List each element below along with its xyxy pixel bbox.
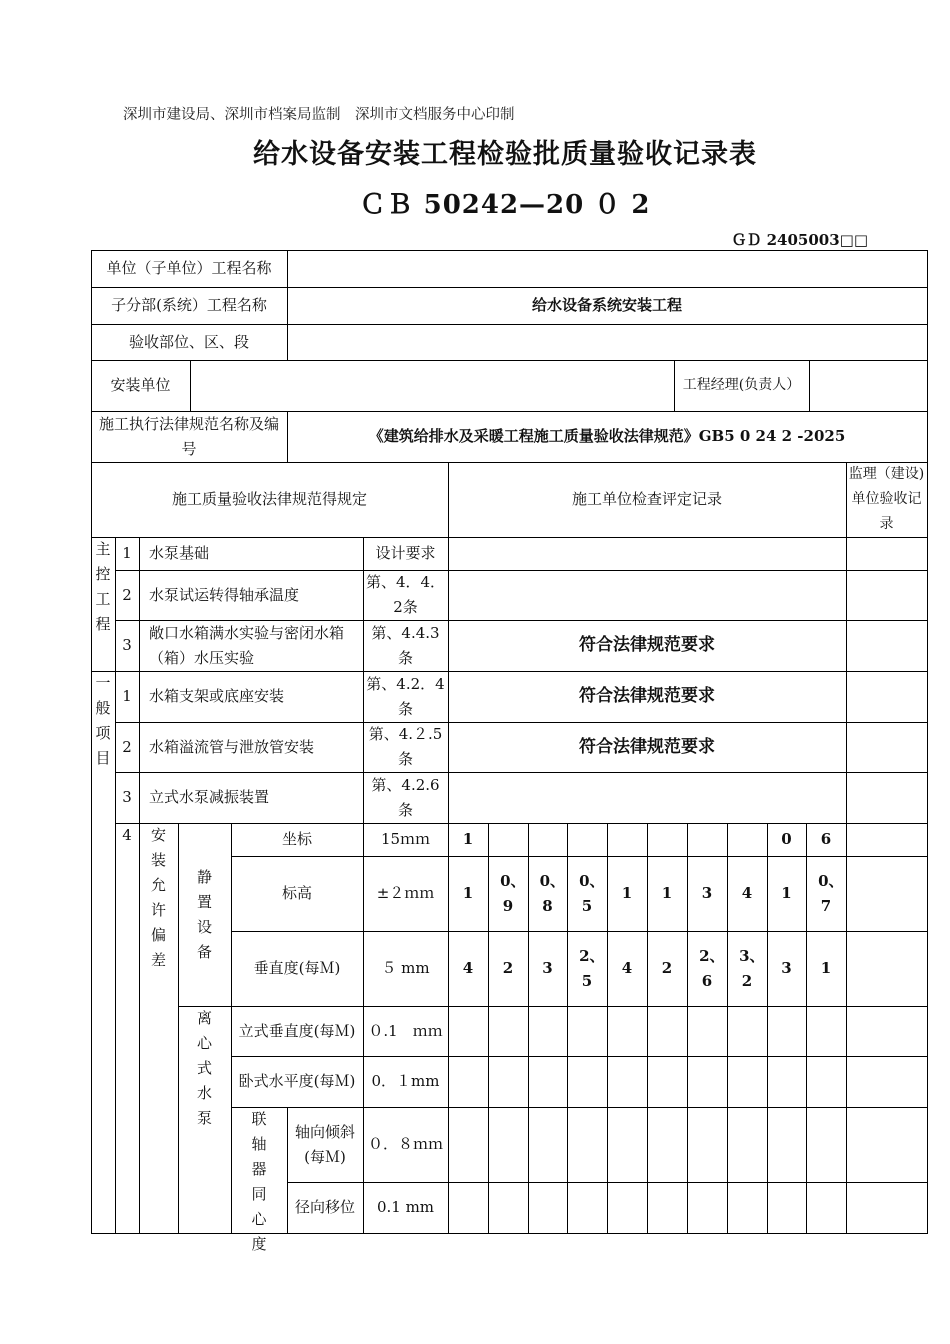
measured-value: [528, 1107, 567, 1182]
measured-value-text: 2、5: [579, 946, 605, 990]
measured-value-text: 1: [661, 884, 673, 902]
grid-line: [927, 250, 928, 1234]
deviation-tolerance: [363, 856, 448, 931]
deviation-tolerance: [363, 823, 448, 856]
main-item-no: [115, 537, 139, 570]
grid-line: [91, 1233, 928, 1234]
standard-name-label-text: 施工执行法律规范名称及编号: [98, 414, 279, 458]
deviation-tolerance: [363, 1182, 448, 1233]
measured-value: [687, 1107, 727, 1182]
main-item-clause: [363, 537, 448, 570]
main-item-clause: [363, 570, 448, 620]
measured-value: [767, 1182, 806, 1233]
main-item-no: [115, 620, 139, 671]
general-item-result-text: 符合法律规范要求: [579, 686, 715, 706]
unit-project-label: [91, 250, 287, 287]
measured-value: [806, 856, 846, 931]
measured-value-text: 0、8: [539, 871, 566, 915]
standard-name-value: [287, 411, 927, 462]
main-item-name-text: 水泵基础: [149, 544, 210, 562]
measured-value: [767, 1056, 806, 1107]
general-item-name-text: 立式水泵减振装置: [149, 788, 270, 806]
deviation-item-name: [287, 1107, 363, 1182]
general-item-clause: [363, 722, 448, 772]
page-title: 给水设备安装工程检验批质量验收记录表: [253, 139, 757, 170]
deviation-item-name-text: 垂直度(每Ｍ): [253, 959, 341, 977]
measured-value-text: 4: [621, 959, 633, 977]
main-item-result-text: 符合法律规范要求: [579, 635, 715, 655]
deviation-item-name-text: 立式垂直度(每Ｍ): [238, 1021, 356, 1040]
general-item-result: [448, 772, 846, 823]
general-item-no-text: 1: [122, 687, 132, 705]
measured-value: [567, 1056, 607, 1107]
general-item-result: [448, 722, 846, 772]
deviation-no: [115, 823, 139, 870]
measured-value: [488, 823, 528, 856]
measured-value: [488, 931, 528, 1006]
deviation-tolerance-text: ５ mm: [381, 959, 430, 977]
measured-value: [727, 1107, 767, 1182]
measured-value: [687, 856, 727, 931]
main-item-name: [139, 620, 363, 671]
sub-project-label-text: 子分部(系统）工程名称: [111, 296, 267, 314]
measured-value: [806, 823, 846, 856]
grid-line: [809, 360, 810, 412]
measured-value: [687, 1056, 727, 1107]
measured-value: [647, 1182, 687, 1233]
spec-header-text: 施工质量验收法律规范得规定: [171, 490, 367, 508]
measured-value: [448, 1056, 488, 1107]
grid-line: [846, 823, 847, 1234]
measured-value: [687, 1182, 727, 1233]
measured-value: [488, 1107, 528, 1182]
measured-value-text: 4: [462, 959, 474, 977]
measured-value-text: 3: [781, 959, 792, 977]
general-item-clause: [363, 772, 448, 823]
standard-code: ＣＢ 50242—20 ０ 2: [359, 190, 651, 220]
main-item-clause: [363, 620, 448, 671]
measured-value: [647, 1107, 687, 1182]
deviation-tolerance: [363, 931, 448, 1006]
measured-value-text: 6: [820, 830, 832, 848]
measured-value: [727, 1006, 767, 1056]
measured-value: [488, 1182, 528, 1233]
measured-value: [767, 856, 806, 931]
main-item-name-text: 敞口水箱满水实验与密闭水箱（箱）水压实验: [149, 623, 345, 667]
deviation-tolerance: [363, 1056, 448, 1107]
general-item-no: [115, 671, 139, 722]
deviation-tolerance: [363, 1006, 448, 1056]
measured-value-text: 1: [621, 884, 633, 902]
measured-value: [488, 1056, 528, 1107]
deviation-tolerance-text: 0．１mm: [371, 1072, 440, 1090]
sub-project-label: [91, 287, 287, 324]
measured-value: [448, 856, 488, 931]
general-item-clause-text: 第、4.2．4条: [366, 674, 445, 718]
main-item-no: [115, 570, 139, 620]
deviation-no-text: 4: [122, 826, 132, 844]
measured-value-text: 0、7: [818, 871, 844, 915]
general-item-name: [139, 671, 363, 722]
pump-label-text: 离心式水泵: [196, 1009, 212, 1127]
deviation-item-name: [287, 1182, 363, 1233]
deviation-item-name-text: 坐标: [281, 830, 312, 848]
deviation-label: [139, 823, 178, 1233]
measured-value-text: 0、5: [579, 871, 605, 915]
general-item-clause-text: 第、4.2.6条: [371, 775, 440, 819]
general-item-name: [139, 772, 363, 823]
measured-value-text: 2: [502, 959, 514, 977]
measured-value-text: 1: [820, 959, 832, 977]
measured-value-text: 3: [542, 959, 553, 977]
measured-value: [767, 1006, 806, 1056]
deviation-tolerance-text: 0.1 mm: [376, 1198, 435, 1216]
manager-label: [674, 360, 809, 411]
deviation-tolerance-text: ０.1 ｍｍ: [368, 1021, 443, 1040]
measured-value: [448, 931, 488, 1006]
deviation-item-name: [231, 1006, 363, 1056]
unit-project-value: [287, 250, 927, 287]
section-label: [91, 324, 287, 360]
deviation-item-name: [231, 1056, 363, 1107]
main-item-clause-text: 设计要求: [375, 544, 436, 562]
measured-value-text: 0: [781, 830, 792, 848]
form-code: ＧＤ 2405003□□: [731, 231, 868, 249]
sub-project-value: [287, 287, 927, 324]
measured-value: [806, 1107, 846, 1182]
measured-value: [607, 1056, 647, 1107]
measured-value: [607, 823, 647, 856]
measured-value-text: 1: [462, 830, 474, 848]
measured-value: [448, 1107, 488, 1182]
measured-value-text: 2、6: [699, 946, 725, 990]
measured-value: [727, 1182, 767, 1233]
measured-value-text: 3: [701, 884, 713, 902]
measured-value: [647, 823, 687, 856]
measured-value: [607, 1006, 647, 1056]
measured-value: [806, 1182, 846, 1233]
unit-project-label-text: 单位（子单位）工程名称: [106, 259, 272, 277]
measured-value-text: 2: [661, 959, 673, 977]
main-item-no-text: 3: [122, 636, 132, 654]
measured-value-text: 1: [462, 884, 474, 902]
measured-value: [528, 1006, 567, 1056]
measured-value: [727, 856, 767, 931]
main-item-no-text: 1: [122, 544, 132, 562]
general-item-name-text: 水箱支架或底座安装: [149, 687, 285, 705]
measured-value-text: 4: [741, 884, 753, 902]
general-item-no: [115, 772, 139, 823]
measured-value: [607, 931, 647, 1006]
spec-header: [91, 462, 448, 537]
deviation-item-name-text: 卧式水平度(每Ｍ): [238, 1072, 356, 1090]
deviation-tolerance: [363, 1107, 448, 1182]
manager-label-text: 工程经理(负责人）: [682, 377, 801, 393]
measured-value: [528, 823, 567, 856]
deviation-item-name: [231, 931, 363, 1006]
general-item-result: [448, 671, 846, 722]
measured-value: [488, 1006, 528, 1056]
measured-value: [448, 1006, 488, 1056]
pump-label: [178, 1006, 231, 1127]
measured-value: [727, 1056, 767, 1107]
sub-project-value-text: 给水设备系统安装工程: [531, 296, 682, 314]
measured-value: [647, 1006, 687, 1056]
measured-value: [687, 931, 727, 1006]
main-item-name: [139, 537, 363, 570]
main-item-result: [448, 570, 846, 620]
main-item-name-text: 水泵试运转得轴承温度: [149, 585, 300, 604]
install-unit-label-text: 安装单位: [110, 376, 171, 394]
main-items-label-text: 主控工程: [95, 540, 111, 633]
measured-value: [647, 931, 687, 1006]
record-header-text: 施工单位检查评定记录: [571, 490, 722, 508]
grid-line: [190, 360, 191, 412]
record-header: [448, 462, 846, 537]
main-item-clause-text: 第、4.4.3条: [371, 623, 440, 667]
measured-value: [767, 823, 806, 856]
inspection-table: [90, 250, 928, 1253]
measured-value: [687, 823, 727, 856]
general-items-label-text: 一般项目: [95, 674, 111, 767]
measured-value-text: 0、9: [500, 871, 526, 915]
general-items-label: [91, 671, 115, 1233]
general-item-clause: [363, 671, 448, 722]
deviation-item-name: [231, 823, 363, 856]
measured-value: [567, 823, 607, 856]
deviation-item-name-text: 径向移位: [294, 1198, 355, 1216]
measured-value: [607, 1107, 647, 1182]
general-item-no-text: 3: [122, 788, 132, 806]
measured-value: [448, 1182, 488, 1233]
measured-value: [448, 823, 488, 856]
measured-value: [687, 1006, 727, 1056]
main-items-label: [91, 537, 115, 671]
general-item-no-text: 2: [122, 737, 132, 756]
deviation-tolerance-text: 15ｍｍ: [380, 830, 431, 848]
supervision-header-text: 监理（建设)单位验收记录: [848, 466, 925, 532]
measured-value-text: 3、2: [739, 946, 765, 990]
static-equipment-label: [178, 823, 231, 1006]
measured-value: [806, 1056, 846, 1107]
measured-value: [767, 931, 806, 1006]
general-item-result-text: 符合法律规范要求: [579, 736, 715, 757]
measured-value: [647, 1056, 687, 1107]
deviation-tolerance-text: ±２ｍｍ: [376, 884, 435, 902]
deviation-label-text: 安装允许偏差: [150, 826, 166, 969]
measured-value: [727, 931, 767, 1006]
main-item-result: [448, 620, 846, 671]
coupling-label: [231, 1107, 287, 1253]
general-item-name: [139, 722, 363, 772]
measured-value: [727, 823, 767, 856]
measured-value: [488, 856, 528, 931]
measured-value: [767, 1107, 806, 1182]
measured-value: [607, 1182, 647, 1233]
general-item-no: [115, 722, 139, 772]
measured-value: [806, 1006, 846, 1056]
measured-value: [528, 856, 567, 931]
measured-value: [567, 931, 607, 1006]
install-unit-label: [91, 360, 190, 411]
measured-value: [607, 856, 647, 931]
measured-value: [647, 856, 687, 931]
standard-name-label: [91, 411, 287, 462]
measured-value: [806, 931, 846, 1006]
main-item-clause-text: 第、4．4．2条: [365, 573, 446, 616]
measured-value: [567, 1006, 607, 1056]
supervision-header: [846, 462, 927, 537]
measured-value: [567, 1107, 607, 1182]
measured-value-text: 1: [781, 884, 792, 902]
deviation-item-name: [231, 856, 363, 931]
section-label-text: 验收部位、区、段: [128, 332, 249, 351]
measured-value: [528, 1056, 567, 1107]
standard-name-value-text: 《建筑给排水及采暖工程施工质量验收法律规范》GB5 0 24 2 -2025: [368, 427, 846, 445]
deviation-item-name-text: 轴向倾斜(每Ｍ): [294, 1122, 355, 1166]
measured-value: [528, 1182, 567, 1233]
main-item-result: [448, 537, 846, 570]
main-item-name: [139, 570, 363, 620]
header-org-line: 深圳市建设局、深圳市档案局监制 深圳市文档服务中心印制: [123, 107, 515, 123]
coupling-label-text: 联轴器同心度: [251, 1110, 267, 1253]
deviation-tolerance-text: ０．８ｍｍ: [367, 1135, 443, 1153]
static-equipment-label-text: 静置设备: [196, 867, 212, 961]
main-item-no-text: 2: [122, 585, 132, 604]
general-item-name-text: 水箱溢流管与泄放管安装: [149, 737, 315, 756]
measured-value: [567, 1182, 607, 1233]
general-item-clause-text: 第、4.２.5条: [368, 725, 443, 768]
deviation-item-name-text: 标高: [281, 884, 312, 902]
measured-value: [567, 856, 607, 931]
measured-value: [528, 931, 567, 1006]
